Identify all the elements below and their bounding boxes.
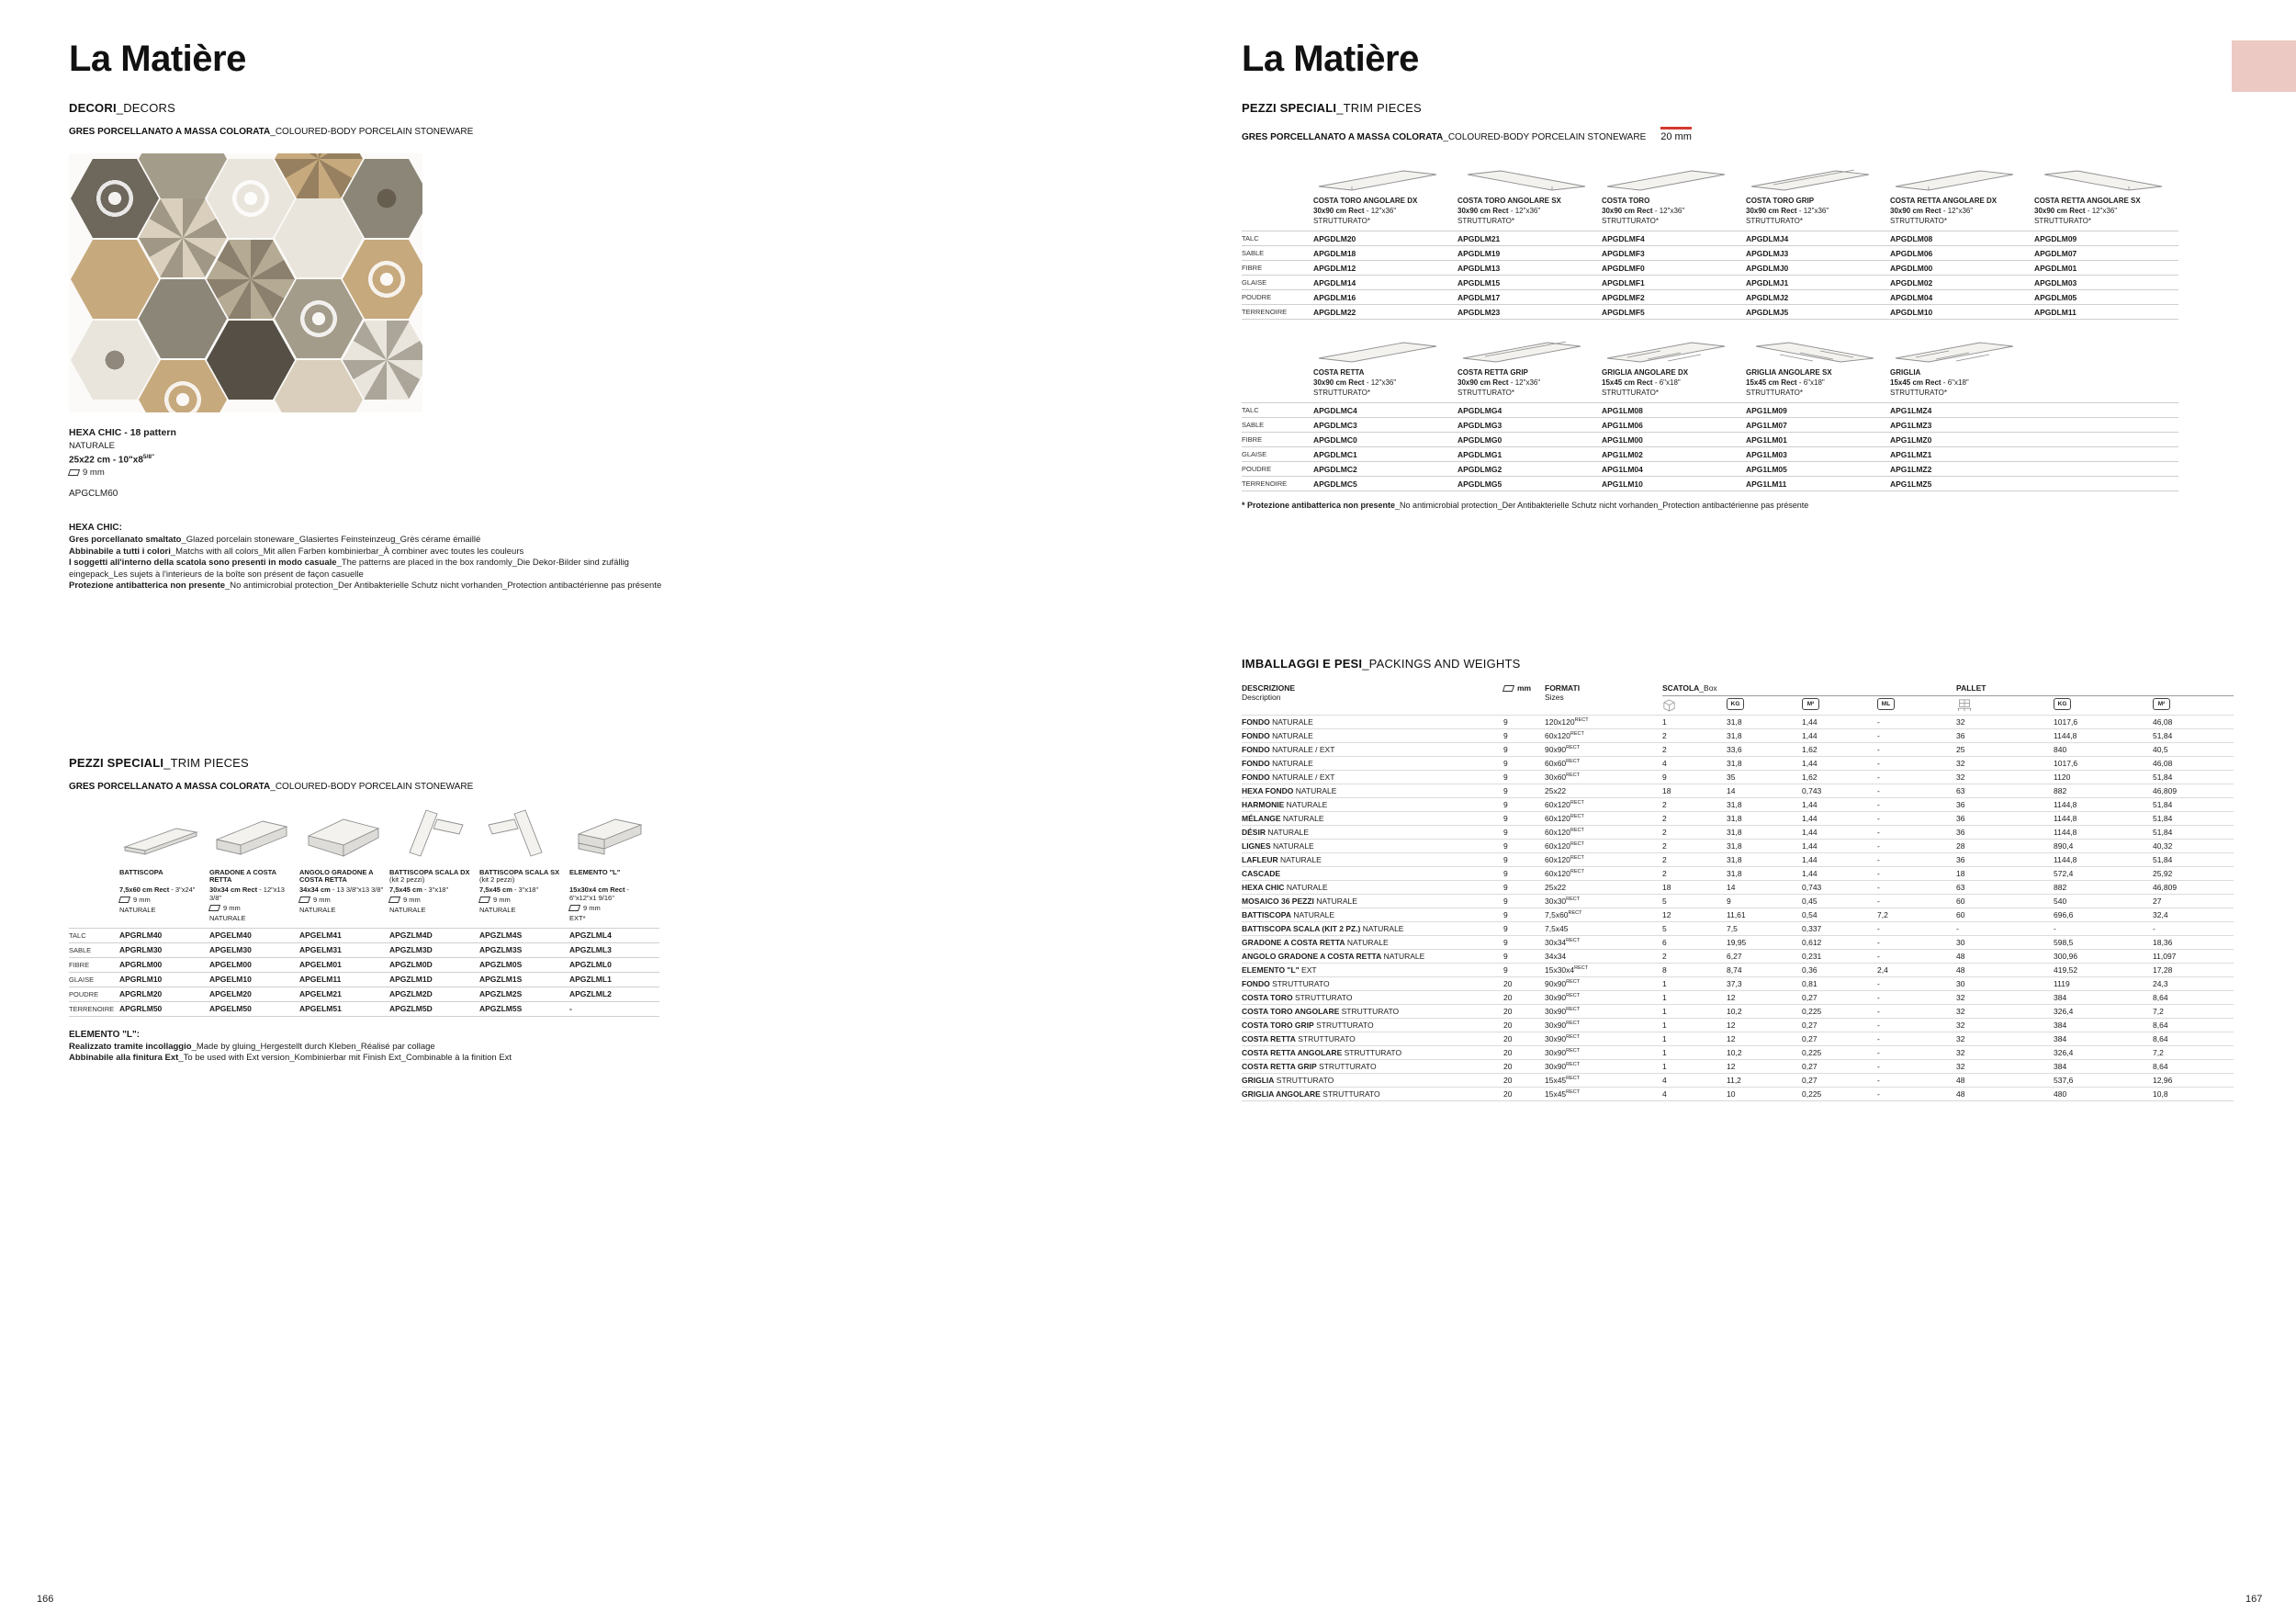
trim-column-name: GRIGLIA	[1890, 368, 1921, 377]
kg-badge: KG	[1727, 696, 1802, 716]
trim-drawings-row	[1242, 338, 2279, 364]
table-row: FONDO NATURALE / EXT 9 $30x60^{RECT}$ 9 35 1,62 - 32 1120 51,84	[1242, 771, 2234, 784]
trim-column-headers	[69, 869, 1061, 922]
trim-codes-table-left	[69, 928, 659, 1017]
trim-column-finish: STRUTTURATO*	[1746, 217, 1803, 225]
trim-column-size: 30x90 cm Rect - 12"x36"	[2034, 207, 2118, 215]
trim-column-finish: NATURALE	[299, 905, 336, 914]
material-line: GRES PORCELLANATO A MASSA COLORATA_COLOURED-BODY PORCELAIN STONEWARE 20 mm	[1242, 127, 2279, 142]
trim-column-finish: NATURALE	[119, 905, 156, 914]
trim-column-name: COSTA RETTA	[1313, 368, 1365, 377]
trim-column-name: COSTA TORO ANGOLARE SX	[1458, 197, 1561, 205]
table-row: POUDRE APGDLM16 APGDLM17 APGDLMF2 APGDLMJ2 APGDLM04 APGDLM05	[1242, 290, 2178, 305]
m2-badge: M²	[2153, 696, 2234, 716]
trim-column-finish: STRUTTURATO*	[1458, 217, 1514, 225]
trim-column-header	[1746, 369, 1890, 397]
trim-column-name: GRIGLIA ANGOLARE DX	[1602, 368, 1689, 377]
trim-column-header	[1602, 369, 1746, 397]
trim-column-thickness: 9 mm	[389, 896, 474, 904]
battiscopa-drawing	[119, 805, 202, 863]
trim-column-finish: STRUTTURATO*	[1890, 389, 1947, 397]
trim-column-finish: STRUTTURATO*	[2034, 217, 2091, 225]
note-line: Protezione antibatterica non presente_No antimicrobial protection_Der Antibakterielle Schutz nicht vorhanden_Protection antibactérienne pas présente	[69, 581, 662, 592]
table-row: CASCADE 9 $60x120^{RECT}$ 2 31,8 1,44 - 18 572,4 25,92	[1242, 867, 2234, 881]
table-row: POUDRE APGDLMC2 APGDLMG2 APG1LM04 APG1LM05 APG1LMZ2	[1242, 462, 2178, 477]
thickness-icon	[208, 905, 220, 911]
trim-drawings-row	[1242, 166, 2279, 192]
trim-column-name: COSTA RETTA ANGOLARE SX	[2034, 197, 2141, 205]
trim-column-thickness: 9 mm	[479, 896, 564, 904]
trim-drawings-row	[69, 805, 1061, 863]
trim-column-thickness: 9 mm	[119, 896, 204, 904]
section-heading-decori: DECORI_DECORS	[69, 101, 176, 115]
trim-column-name: COSTA TORO GRIP	[1746, 197, 1815, 205]
trim-column-header	[2034, 197, 2178, 225]
costa-toro-drawing	[1602, 166, 1735, 192]
trim-column-size: 7,5x45 cm - 3"x18"	[479, 885, 539, 894]
product-code: APGCLM60	[69, 489, 118, 500]
trim-pieces-section-left	[69, 756, 1061, 1017]
table-row: POUDRE APGRLM20 APGELM20 APGELM21 APGZLM2D APGZLM2S APGZLML2	[69, 987, 659, 1001]
table-row: GRIGLIA STRUTTURATO 20 $15x45^{RECT}$ 4 11,2 0,27 - 48 537,6 12,96	[1242, 1074, 2234, 1088]
kg-badge: KG	[2054, 696, 2153, 716]
table-row: TALC APGDLMC4 APGDLMG4 APG1LM08 APG1LM09 APG1LMZ4	[1242, 403, 2178, 418]
costa-retta-angolare-sx-drawing	[2034, 166, 2167, 192]
trim-column-size: 15x45 cm Rect - 6"x18"	[1746, 378, 1825, 387]
page-number-right: 167	[2245, 1594, 2263, 1605]
product-name: HEXA CHIC - 18 pattern	[69, 427, 176, 438]
trim-column-header	[1313, 369, 1458, 397]
trim-column-size: 30x90 cm Rect - 12"x36"	[1458, 378, 1541, 387]
col-header-thickness: mm	[1503, 682, 1545, 716]
trim-column-header	[209, 869, 299, 922]
table-row: BATTISCOPA SCALA (KIT 2 PZ.) NATURALE 9 7,5x45 5 7,5 0,337 - - - -	[1242, 922, 2234, 936]
costa-toro-grip-drawing	[1746, 166, 1879, 192]
product-info	[69, 427, 1061, 499]
trim-column-size: 30x90 cm Rect - 12"x36"	[1602, 207, 1685, 215]
col-group-pallet: PALLET	[1956, 682, 2234, 696]
trim-column-name: COSTA TORO ANGOLARE DX	[1313, 197, 1418, 205]
table-row: FIBRE APGDLMC0 APGDLMG0 APG1LM00 APG1LM01 APG1LMZ0	[1242, 433, 2178, 447]
griglia-angolare-sx-drawing	[1746, 338, 1879, 364]
table-row: GLAISE APGDLMC1 APGDLMG1 APG1LM02 APG1LM03 APG1LMZ1	[1242, 447, 2178, 462]
costa-retta-grip-drawing	[1458, 338, 1591, 364]
trim-column-size: 30x34 cm Rect - 12"x13 3/8"	[209, 885, 285, 902]
page-number-left: 166	[37, 1594, 54, 1605]
table-row: COSTA RETTA ANGOLARE STRUTTURATO 20 $30x90^{RECT}$ 1 10,2 0,225 - 32 326,4 7,2	[1242, 1046, 2234, 1060]
col-header-formats: FORMATI Sizes	[1545, 683, 1581, 702]
page-title: La Matière	[1242, 39, 1419, 79]
trim-column-name: BATTISCOPA SCALA SX (kit 2 pezzi)	[479, 867, 560, 885]
trim-column-headers	[1242, 197, 2279, 225]
table-row: HEXA CHIC NATURALE 9 25x22 18 14 0,743 - 63 882 46,809	[1242, 881, 2234, 895]
note-line: I soggetti all'interno della scatola sono presenti in modo casuale_The patterns are placed in the box randomly_Die Dekor-Bilder sind zufällig eingepack_Les sujets à l'interieurs de la boîte son présent de façon casuelle	[69, 558, 629, 580]
trim-column-name: ELEMENTO "L"	[569, 867, 621, 876]
thickness-icon	[118, 897, 130, 903]
table-row: COSTA TORO ANGOLARE STRUTTURATO 20 $30x90^{RECT}$ 1 10,2 0,225 - 32 326,4 7,2	[1242, 1005, 2234, 1019]
table-row: ANGOLO GRADONE A COSTA RETTA NATURALE 9 34x34 2 6,27 0,231 - 48 300,96 11,097	[1242, 950, 2234, 964]
table-row: LAFLEUR NATURALE 9 $60x120^{RECT}$ 2 31,8 1,44 - 36 1144,8 51,84	[1242, 853, 2234, 867]
table-row: TERRENOIRE APGRLM50 APGELM50 APGELM51 APGZLM5D APGZLM5S -	[69, 1001, 659, 1016]
trim-column-size: 30x90 cm Rect - 12"x36"	[1746, 207, 1829, 215]
table-row: FONDO NATURALE 9 $120x120^{RECT}$ 1 31,8 1,44 - 32 1017,6 46,08	[1242, 716, 2234, 729]
trim-column-finish: NATURALE	[389, 905, 426, 914]
section-heading-packings: IMBALLAGGI E PESI_PACKINGS AND WEIGHTS	[1242, 657, 1521, 671]
table-row: LIGNES NATURALE 9 $60x120^{RECT}$ 2 31,8 1,44 - 28 890,4 40,32	[1242, 840, 2234, 853]
table-row: DÉSIR NATURALE 9 $60x120^{RECT}$ 2 31,8 1,44 - 36 1144,8 51,84	[1242, 826, 2234, 840]
table-row: COSTA TORO GRIP STRUTTURATO 20 $30x90^{RECT}$ 1 12 0,27 - 32 384 8,64	[1242, 1019, 2234, 1032]
antibacterial-footnote: * Protezione antibatterica non presente_No antimicrobial protection_Der Antibakterielle Schutz nicht vorhanden_Protection antibactérienne pas présente	[1242, 501, 1809, 510]
table-row: GLAISE APGDLM14 APGDLM15 APGDLMF1 APGDLMJ1 APGDLM02 APGDLM03	[1242, 276, 2178, 290]
material-line: GRES PORCELLANATO A MASSA COLORATA_COLOURED-BODY PORCELAIN STONEWARE	[69, 781, 474, 792]
battiscopa-scala-dx-drawing	[389, 805, 472, 863]
thickness-icon	[68, 469, 80, 476]
trim-column-name: COSTA RETTA ANGOLARE DX	[1890, 197, 1998, 205]
packings-section	[1242, 657, 2279, 1101]
hexa-chic-notes	[69, 523, 675, 592]
trim-column-header	[569, 869, 659, 922]
section-heading-trim: PEZZI SPECIALI_TRIM PIECES	[1242, 101, 1422, 115]
trim-column-finish: NATURALE	[479, 905, 516, 914]
trim-column-header	[1890, 197, 2034, 225]
trim-column-thickness: 9 mm	[569, 904, 654, 912]
page-title: La Matière	[69, 39, 246, 79]
trim-column-size: 34x34 cm - 13 3/8"x13 3/8"	[299, 885, 384, 894]
table-row: HARMONIE NATURALE 9 $60x120^{RECT}$ 2 31,8 1,44 - 36 1144,8 51,84	[1242, 798, 2234, 812]
trim-column-finish: EXT*	[569, 913, 586, 922]
trim-column-finish: STRUTTURATO*	[1746, 389, 1803, 397]
table-row: COSTA RETTA STRUTTURATO 20 $30x90^{RECT}$ 1 12 0,27 - 32 384 8,64	[1242, 1032, 2234, 1046]
griglia-angolare-dx-drawing	[1602, 338, 1735, 364]
table-row: FONDO NATURALE 9 $60x60^{RECT}$ 4 31,8 1,44 - 32 1017,6 46,08	[1242, 757, 2234, 771]
table-row: GRADONE A COSTA RETTA NATURALE 9 $30x34^{RECT}$ 6 19,95 0,612 - 30 598,5 18,36	[1242, 936, 2234, 950]
table-row: FONDO NATURALE 9 $60x120^{RECT}$ 2 31,8 1,44 - 36 1144,8 51,84	[1242, 729, 2234, 743]
table-row: BATTISCOPA NATURALE 9 $7,5x60^{RECT}$ 12 11,61 0,54 7,2 60 696,6 32,4	[1242, 908, 2234, 922]
table-row: SABLE APGRLM30 APGELM30 APGELM31 APGZLM3D APGZLM3S APGZLML3	[69, 942, 659, 957]
table-row: GLAISE APGRLM10 APGELM10 APGELM11 APGZLM1D APGZLM1S APGZLML1	[69, 972, 659, 987]
trim-column-finish: NATURALE	[209, 913, 246, 922]
section-heading-trim: PEZZI SPECIALI_TRIM PIECES	[69, 755, 249, 770]
table-row: COSTA RETTA GRIP STRUTTURATO 20 $30x90^{RECT}$ 1 12 0,27 - 32 384 8,64	[1242, 1060, 2234, 1074]
angolo-gradone-drawing	[299, 805, 382, 863]
trim-column-finish: STRUTTURATO*	[1313, 217, 1370, 225]
elemento-l-notes	[69, 1030, 675, 1065]
table-row: FIBRE APGDLM12 APGDLM13 APGDLMF0 APGDLMJ0 APGDLM00 APGDLM01	[1242, 261, 2178, 276]
trim-column-size: 7,5x45 cm - 3"x18"	[389, 885, 449, 894]
trim-codes-table-right-2	[1242, 402, 2178, 491]
trim-column-header	[479, 869, 569, 922]
trim-column-name: ANGOLO GRADONE A COSTA RETTA	[299, 867, 374, 885]
table-row: COSTA TORO STRUTTURATO 20 $30x90^{RECT}$ 1 12 0,27 - 32 384 8,64	[1242, 991, 2234, 1005]
trim-column-name: GRADONE A COSTA RETTA	[209, 867, 276, 885]
costa-retta-angolare-dx-drawing	[1890, 166, 2023, 192]
packings-table	[1242, 682, 2234, 1101]
elemento-l-drawing	[569, 805, 652, 863]
thickness-icon	[568, 905, 580, 911]
battiscopa-scala-sx-drawing	[479, 805, 562, 863]
trim-column-name: COSTA TORO	[1602, 197, 1650, 205]
note-line: Abbinabile alla finitura Ext_To be used with Ext version_Kombinierbar mit Finish Ext_Combinable à la finition Ext	[69, 1053, 512, 1064]
trim-column-name: COSTA RETTA GRIP	[1458, 368, 1528, 377]
product-thickness: 9 mm	[69, 468, 1061, 478]
thickness-icon	[478, 897, 490, 903]
trim-column-size: 30x90 cm Rect - 12"x36"	[1458, 207, 1541, 215]
trim-column-size: 30x90 cm Rect - 12"x36"	[1313, 207, 1397, 215]
pallet-icon	[1956, 696, 2054, 716]
table-row: MOSAICO 36 PEZZI NATURALE 9 $30x30^{RECT}$ 5 9 0,45 - 60 540 27	[1242, 895, 2234, 908]
thickness-icon	[1503, 685, 1514, 692]
table-row: TALC APGDLM20 APGDLM21 APGDLMF4 APGDLMJ4 APGDLM08 APGDLM09	[1242, 231, 2178, 246]
thickness-icon	[388, 897, 400, 903]
trim-column-headers	[1242, 369, 2279, 397]
col-group-box: SCATOLA_Box	[1662, 682, 1956, 696]
ml-badge: ML	[1877, 696, 1956, 716]
material-line: GRES PORCELLANATO A MASSA COLORATA_COLOURED-BODY PORCELAIN STONEWARE	[69, 127, 474, 137]
note-line: Gres porcellanato smaltato_Glazed porcelain stoneware_Glasiertes Feinsteinzeug_Grès cérame émaillé	[69, 535, 481, 546]
box-icon	[1662, 696, 1727, 716]
griglia-drawing	[1890, 338, 2023, 364]
table-row: TALC APGRLM40 APGELM40 APGELM41 APGZLM4D APGZLM4S APGZLML4	[69, 928, 659, 942]
hexa-chic-collage-image	[69, 153, 422, 412]
trim-column-header	[1890, 369, 2034, 397]
trim-column-finish: STRUTTURATO*	[1458, 389, 1514, 397]
trim-column-size: 15x30x4 cm Rect - 6"x12"x1 9/16"	[569, 885, 630, 902]
trim-codes-table-right-1	[1242, 231, 2178, 320]
gradone-drawing	[209, 805, 292, 863]
table-row: FIBRE APGRLM00 APGELM00 APGELM01 APGZLM0D APGZLM0S APGZLML0	[69, 957, 659, 972]
trim-column-finish: STRUTTURATO*	[1602, 217, 1659, 225]
trim-column-thickness: 9 mm	[299, 896, 384, 904]
trim-column-name: BATTISCOPA	[119, 867, 163, 876]
table-row: SABLE APGDLM18 APGDLM19 APGDLMF3 APGDLMJ3 APGDLM06 APGDLM07	[1242, 246, 2178, 261]
product-size: 25x22 cm - $10"x8^{5/8"}$	[69, 454, 155, 466]
trim-column-header	[1458, 197, 1602, 225]
trim-column-header	[1313, 197, 1458, 225]
note-line: Realizzato tramite incollaggio_Made by gluing_Hergestellt durch Kleben_Réalisé par collage	[69, 1041, 435, 1052]
table-row: SABLE APGDLMC3 APGDLMG3 APG1LM06 APG1LM07 APG1LMZ3	[1242, 418, 2178, 433]
table-row: FONDO STRUTTURATO 20 $90x90^{RECT}$ 1 37,3 0,81 - 30 1119 24,3	[1242, 977, 2234, 991]
trim-column-header	[389, 869, 479, 922]
note-line: Abbinabile a tutti i colori_Matchs with all colors_Mit allen Farben kombinierbar_À combiner avec toutes les couleurs	[69, 546, 524, 557]
notes-title: HEXA CHIC:	[69, 523, 122, 534]
trim-column-finish: STRUTTURATO*	[1313, 389, 1370, 397]
trim-column-size: 15x45 cm Rect - 6"x18"	[1890, 378, 1969, 387]
table-row: MÉLANGE NATURALE 9 $60x120^{RECT}$ 2 31,8 1,44 - 36 1144,8 51,84	[1242, 812, 2234, 826]
product-finish: NATURALE	[69, 441, 115, 451]
table-row: GRIGLIA ANGOLARE STRUTTURATO 20 $15x45^{RECT}$ 4 10 0,225 - 48 480 10,8	[1242, 1088, 2234, 1101]
costa-retta-drawing	[1313, 338, 1446, 364]
notes-title: ELEMENTO "L":	[69, 1029, 141, 1040]
trim-column-size: 30x90 cm Rect - 12"x36"	[1313, 378, 1397, 387]
trim-column-header	[1746, 197, 1890, 225]
table-row: TERRENOIRE APGDLM22 APGDLM23 APGDLMF5 APGDLMJ5 APGDLM10 APGDLM11	[1242, 305, 2178, 320]
trim-column-name: GRIGLIA ANGOLARE SX	[1746, 368, 1832, 377]
table-row: HEXA FONDO NATURALE 9 25x22 18 14 0,743 - 63 882 46,809	[1242, 784, 2234, 798]
trim-column-finish: STRUTTURATO*	[1890, 217, 1947, 225]
thickness-icon	[298, 897, 310, 903]
trim-column-header	[299, 869, 389, 922]
trim-column-finish: STRUTTURATO*	[1602, 389, 1659, 397]
costa-toro-angolare-sx-drawing	[1458, 166, 1591, 192]
table-row: FONDO NATURALE / EXT 9 $90x90^{RECT}$ 2 33,6 1,62 - 25 840 40,5	[1242, 743, 2234, 757]
trim-column-header	[119, 869, 209, 922]
page-166	[69, 37, 1061, 1065]
table-row: ELEMENTO "L" EXT 9 $15x30x4^{RECT}$ 8 8,74 0,36 2,4 48 419,52 17,28	[1242, 964, 2234, 977]
trim-column-size: 30x90 cm Rect - 12"x36"	[1890, 207, 1974, 215]
trim-column-name: BATTISCOPA SCALA DX (kit 2 pezzi)	[389, 867, 470, 885]
trim-column-header	[1602, 197, 1746, 225]
trim-column-size: 7,5x60 cm Rect - 3"x24"	[119, 885, 196, 894]
page-167	[1242, 37, 2279, 1101]
table-row: TERRENOIRE APGDLMC5 APGDLMG5 APG1LM10 APG1LM11 APG1LMZ5	[1242, 477, 2178, 491]
trim-column-size: 15x45 cm Rect - 6"x18"	[1602, 378, 1681, 387]
thickness-20mm-tag: 20 mm	[1660, 127, 1692, 142]
costa-toro-angolare-dx-drawing	[1313, 166, 1446, 192]
trim-column-thickness: 9 mm	[209, 904, 294, 912]
col-header-description: DESCRIZIONE Description	[1242, 683, 1296, 702]
m2-badge: M²	[1802, 696, 1877, 716]
trim-column-header	[1458, 369, 1602, 397]
